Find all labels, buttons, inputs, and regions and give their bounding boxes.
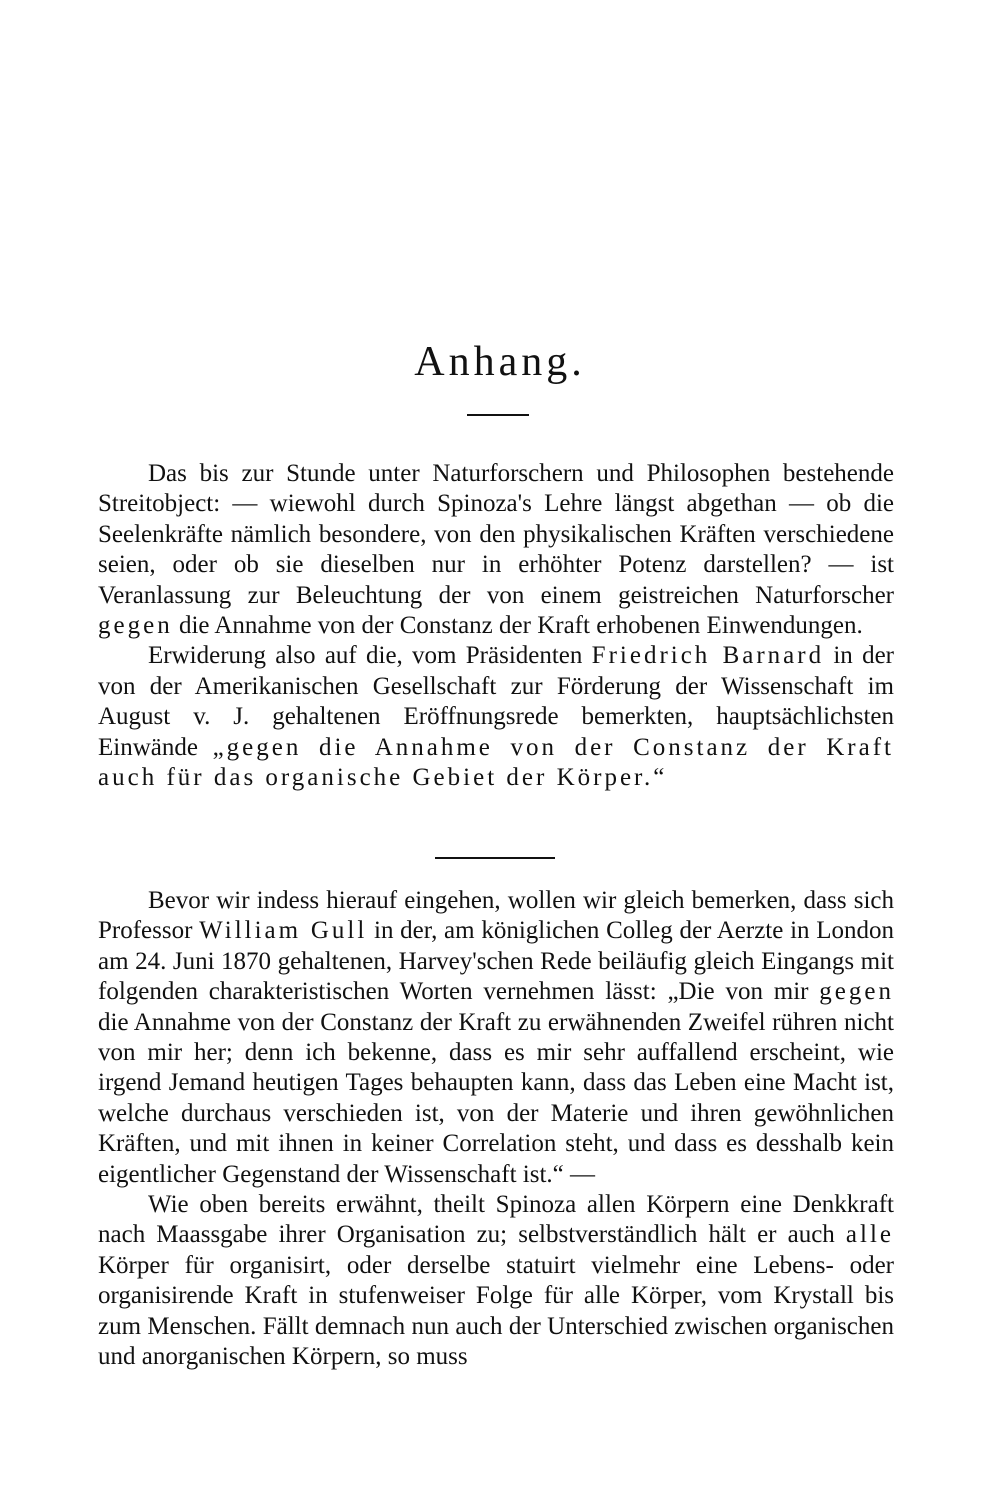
intro-paragraph <box>98 459 894 641</box>
page-title: Anhang. <box>414 339 586 385</box>
main-section <box>98 886 894 1373</box>
emphasized-word-alle: alle <box>845 1221 894 1249</box>
gull-paragraph-end: die Annahme von der Constanz der Kraft zu erwähnenden Zweifel rühren nicht von mir her; denn ich bekenne, dass es mir sehr auffallend erscheint, wie irgend Jemand heutigen Tages behaupten kann, dass das Leben eine Macht ist, welche durchaus verschieden ist, von der Materie und ihren gewöhnlichen Kräften, und mit ihnen in keiner Correlation steht, und dass es desshalb kein eigentlicher Gegenstand der Wissenschaft ist.“ — <box>98 1008 894 1188</box>
person-name-barnard: Friedrich Barnard <box>591 642 825 670</box>
spinoza-paragraph-text: Wie oben bereits erwähnt, theilt Spinoza allen Körpern eine Denkkraft nach Maassgabe ihrer Organisation zu; selbstverständlich hält er auch <box>98 1191 894 1249</box>
emphasized-word-gegen-2: gegen <box>819 978 894 1006</box>
intro-paragraph-text: Das bis zur Stunde unter Naturforschern und Philosophen bestehende Streitobject: — wiewohl durch Spinoza's Lehre längst abgethan — ob die Seelenkräfte nämlich besondere, von den physikalischen Kräften verschiedene seien, oder ob sie dieselben nur in erhöhter Potenz darstellen? — ist Veranlassung zur Beleuchtung der von einem geistreichen Naturforscher <box>98 460 894 609</box>
intro-section <box>98 459 894 793</box>
emphasized-word-gegen: gegen <box>98 612 173 640</box>
gull-paragraph <box>98 886 894 1190</box>
spinoza-paragraph-end: Körper für organisirt, oder derselbe statuirt vielmehr eine Lebens- oder organisirende Kraft in stufenweiser Folge für alle Körper, vom Krystall bis zum Menschen. Fällt demnach nun auch der Unterschied zwischen organischen und anorganischen Körpern, so muss <box>98 1251 894 1371</box>
gull-paragraph-continued: in der, am königlichen Colleg der Aerzte in London am 24. Juni 1870 gehaltenen, Harvey'schen Rede beiläufig gleich Eingangs mit folgenden charakteristischen Worten vernehmen lässt: „Die von mir <box>98 917 895 1006</box>
emphasized-quote: „gegen die Annahme von der Constanz der Kraft auch für das organische Gebiet der Körper.“ <box>98 733 894 792</box>
section-divider <box>435 857 555 859</box>
reply-paragraph <box>98 641 894 793</box>
reply-paragraph-continued: in der von der Amerikanischen Gesellschaft zur Förderung der Wissenschaft im August v. J. gehaltenen Eröffnungsrede bemerkten, hauptsächlichsten Einwände <box>98 642 894 761</box>
title-divider <box>467 414 529 416</box>
spinoza-paragraph <box>98 1190 894 1372</box>
person-name-gull: William Gull <box>199 917 368 945</box>
reply-paragraph-text: Erwiderung also auf die, vom Präsidenten <box>148 642 583 670</box>
intro-paragraph-end: die Annahme von der Constanz der Kraft erhobenen Einwendungen. <box>178 612 863 640</box>
gull-paragraph-text: Bevor wir indess hierauf eingehen, wollen wir gleich bemerken, dass sich Professor <box>98 887 894 945</box>
